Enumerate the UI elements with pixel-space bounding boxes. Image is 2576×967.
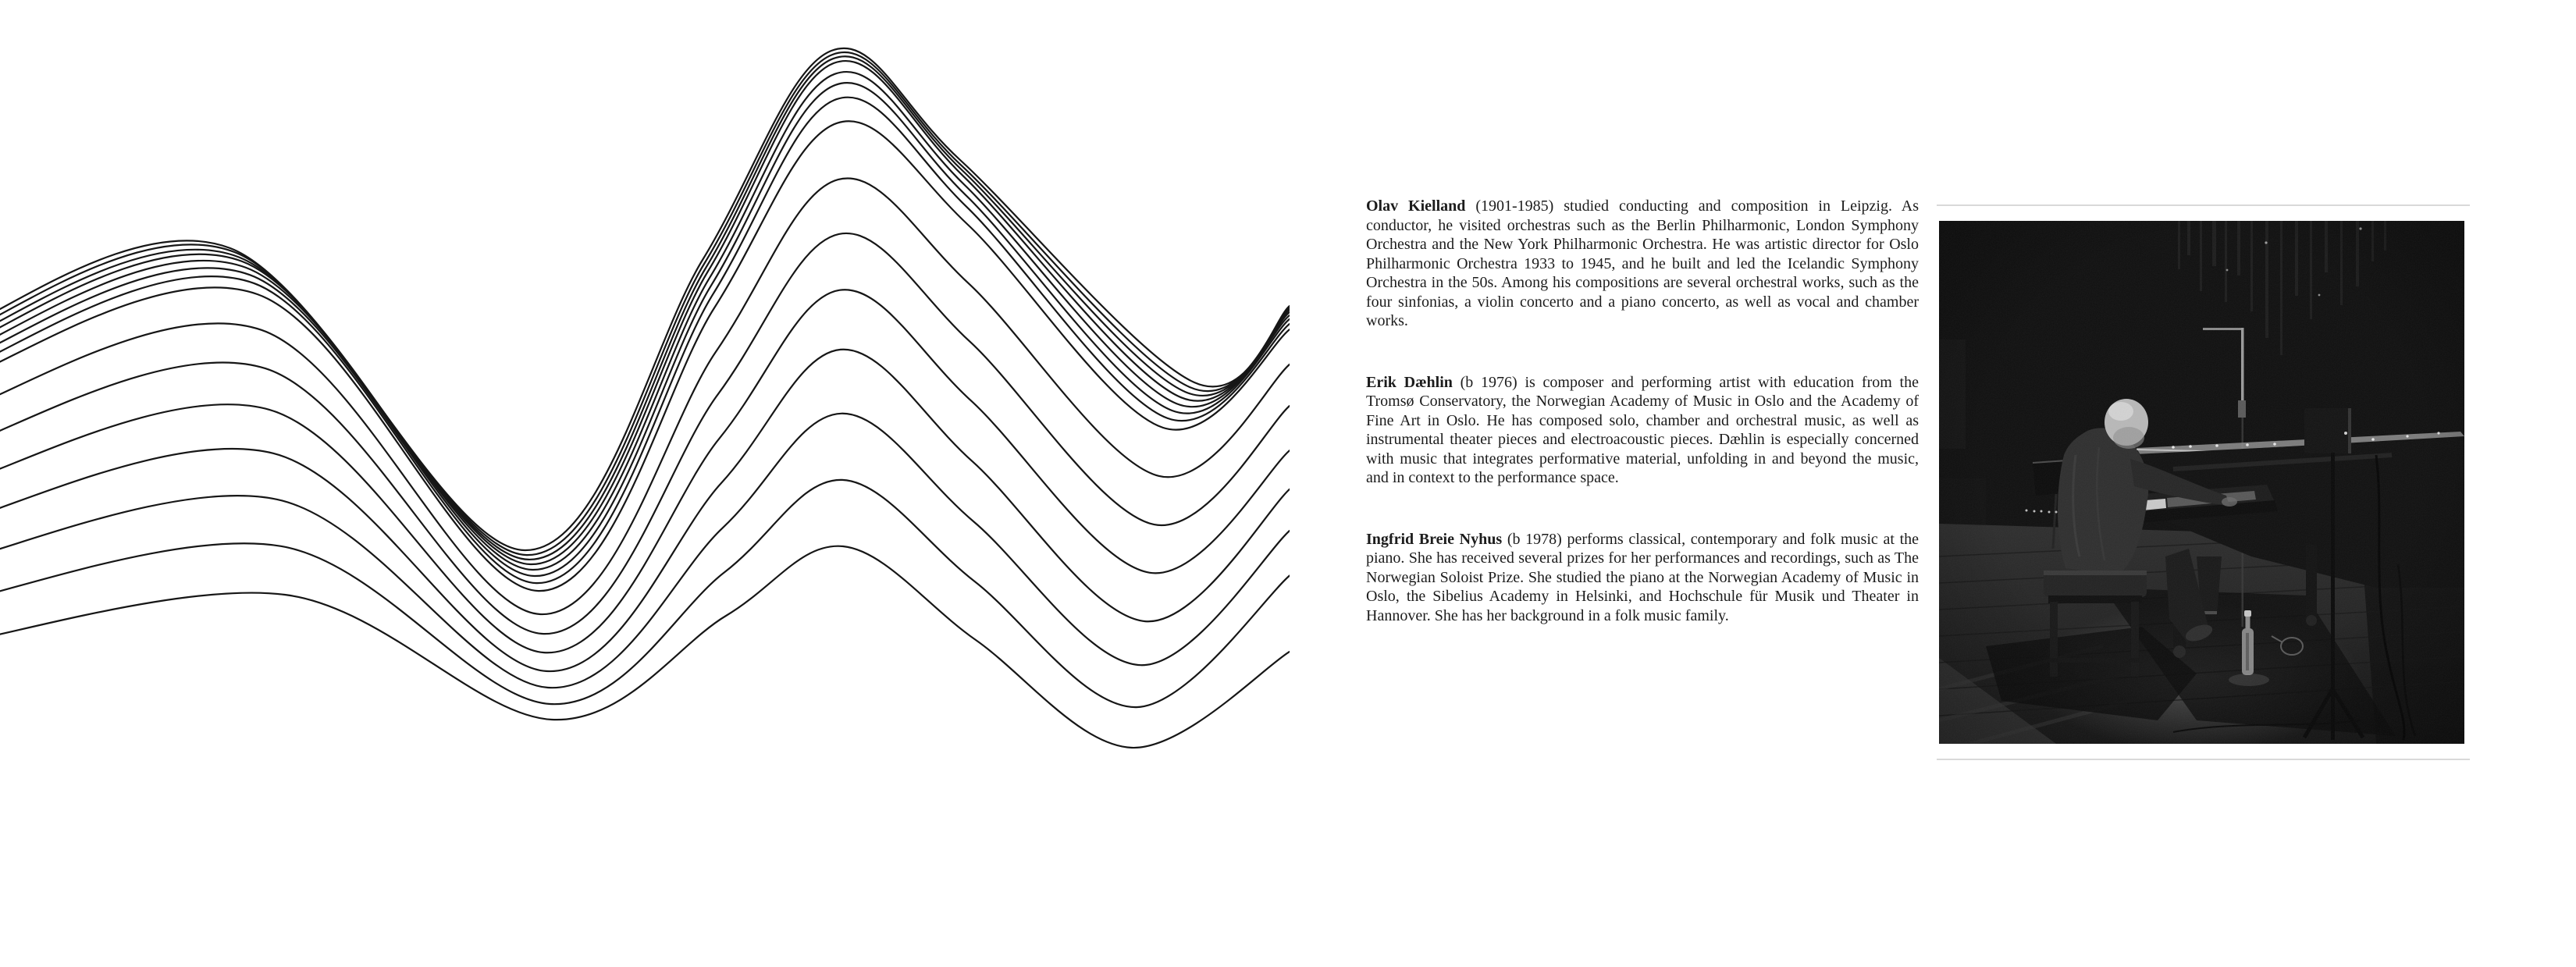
wave-line bbox=[0, 83, 1290, 576]
performance-photo-canvas bbox=[1939, 221, 2464, 744]
bio-text: (b 1976) is composer and performing artist with education from the Tromsø Conservatory, the Norwegian Academy of Music in Oslo and the Academy of Fine Art in Oslo. He has composed solo, chamber and orchestral music, as well as instrumental theater pieces and electroacoustic pieces. Dæhlin is especially concerned with music that integrates performative material, unfolding in and beyond the music, and in context to the performance space. bbox=[1366, 373, 1919, 486]
bio-name: Olav Kielland bbox=[1366, 197, 1466, 215]
photo-top-rule bbox=[1937, 204, 2470, 206]
wave-line bbox=[0, 546, 1290, 748]
bio-paragraph-erik-daehlin bbox=[1366, 373, 1919, 488]
photo-grain bbox=[1939, 221, 2464, 744]
wave-line bbox=[0, 48, 1290, 550]
bio-name: Ingfrid Breie Nyhus bbox=[1366, 530, 1503, 548]
bio-paragraph-ingfrid-breie-nyhus bbox=[1366, 530, 1919, 626]
wave-line bbox=[0, 414, 1290, 688]
wave-line bbox=[0, 72, 1290, 570]
bio-paragraph-olav-kielland bbox=[1366, 197, 1919, 331]
bio-text: (1901-1985) studied conducting and composition in Leipzig. As conductor, he visited orchestras such as the Berlin Philharmonic, London Symphony Orchestra and the New York Philharmonic Orchestra. He was artistic director for Oslo Philharmonic Orchestra 1933 to 1945, and he built and led the Icelandic Symphony Orchestra in the 50s. Among his compositions are several orchestral works, such as the four sinfonias, a violin concerto and a piano concerto, as well as vocal and chamber works. bbox=[1366, 197, 1920, 329]
performance-photo bbox=[1939, 221, 2464, 744]
wave-line bbox=[0, 480, 1290, 707]
photo-bottom-rule bbox=[1937, 759, 2470, 760]
wave-line bbox=[0, 121, 1290, 591]
bio-text: (b 1978) performs classical, contemporary and folk music at the piano. She has received several prizes for her performances and recordings, such as The Norwegian Soloist Prize. She studied the piano at the Norwegian Academy of Music in Oslo, the Sibelius Academy in Helsinki, and Hochschule für Musik und Theater in Hannover. She has her background in a folk music family. bbox=[1366, 530, 1920, 624]
bio-column bbox=[1366, 197, 1919, 667]
bio-name: Erik Dæhlin bbox=[1366, 373, 1453, 391]
wave-line bbox=[0, 61, 1290, 564]
wave-line bbox=[0, 52, 1290, 555]
wave-line bbox=[0, 98, 1290, 583]
